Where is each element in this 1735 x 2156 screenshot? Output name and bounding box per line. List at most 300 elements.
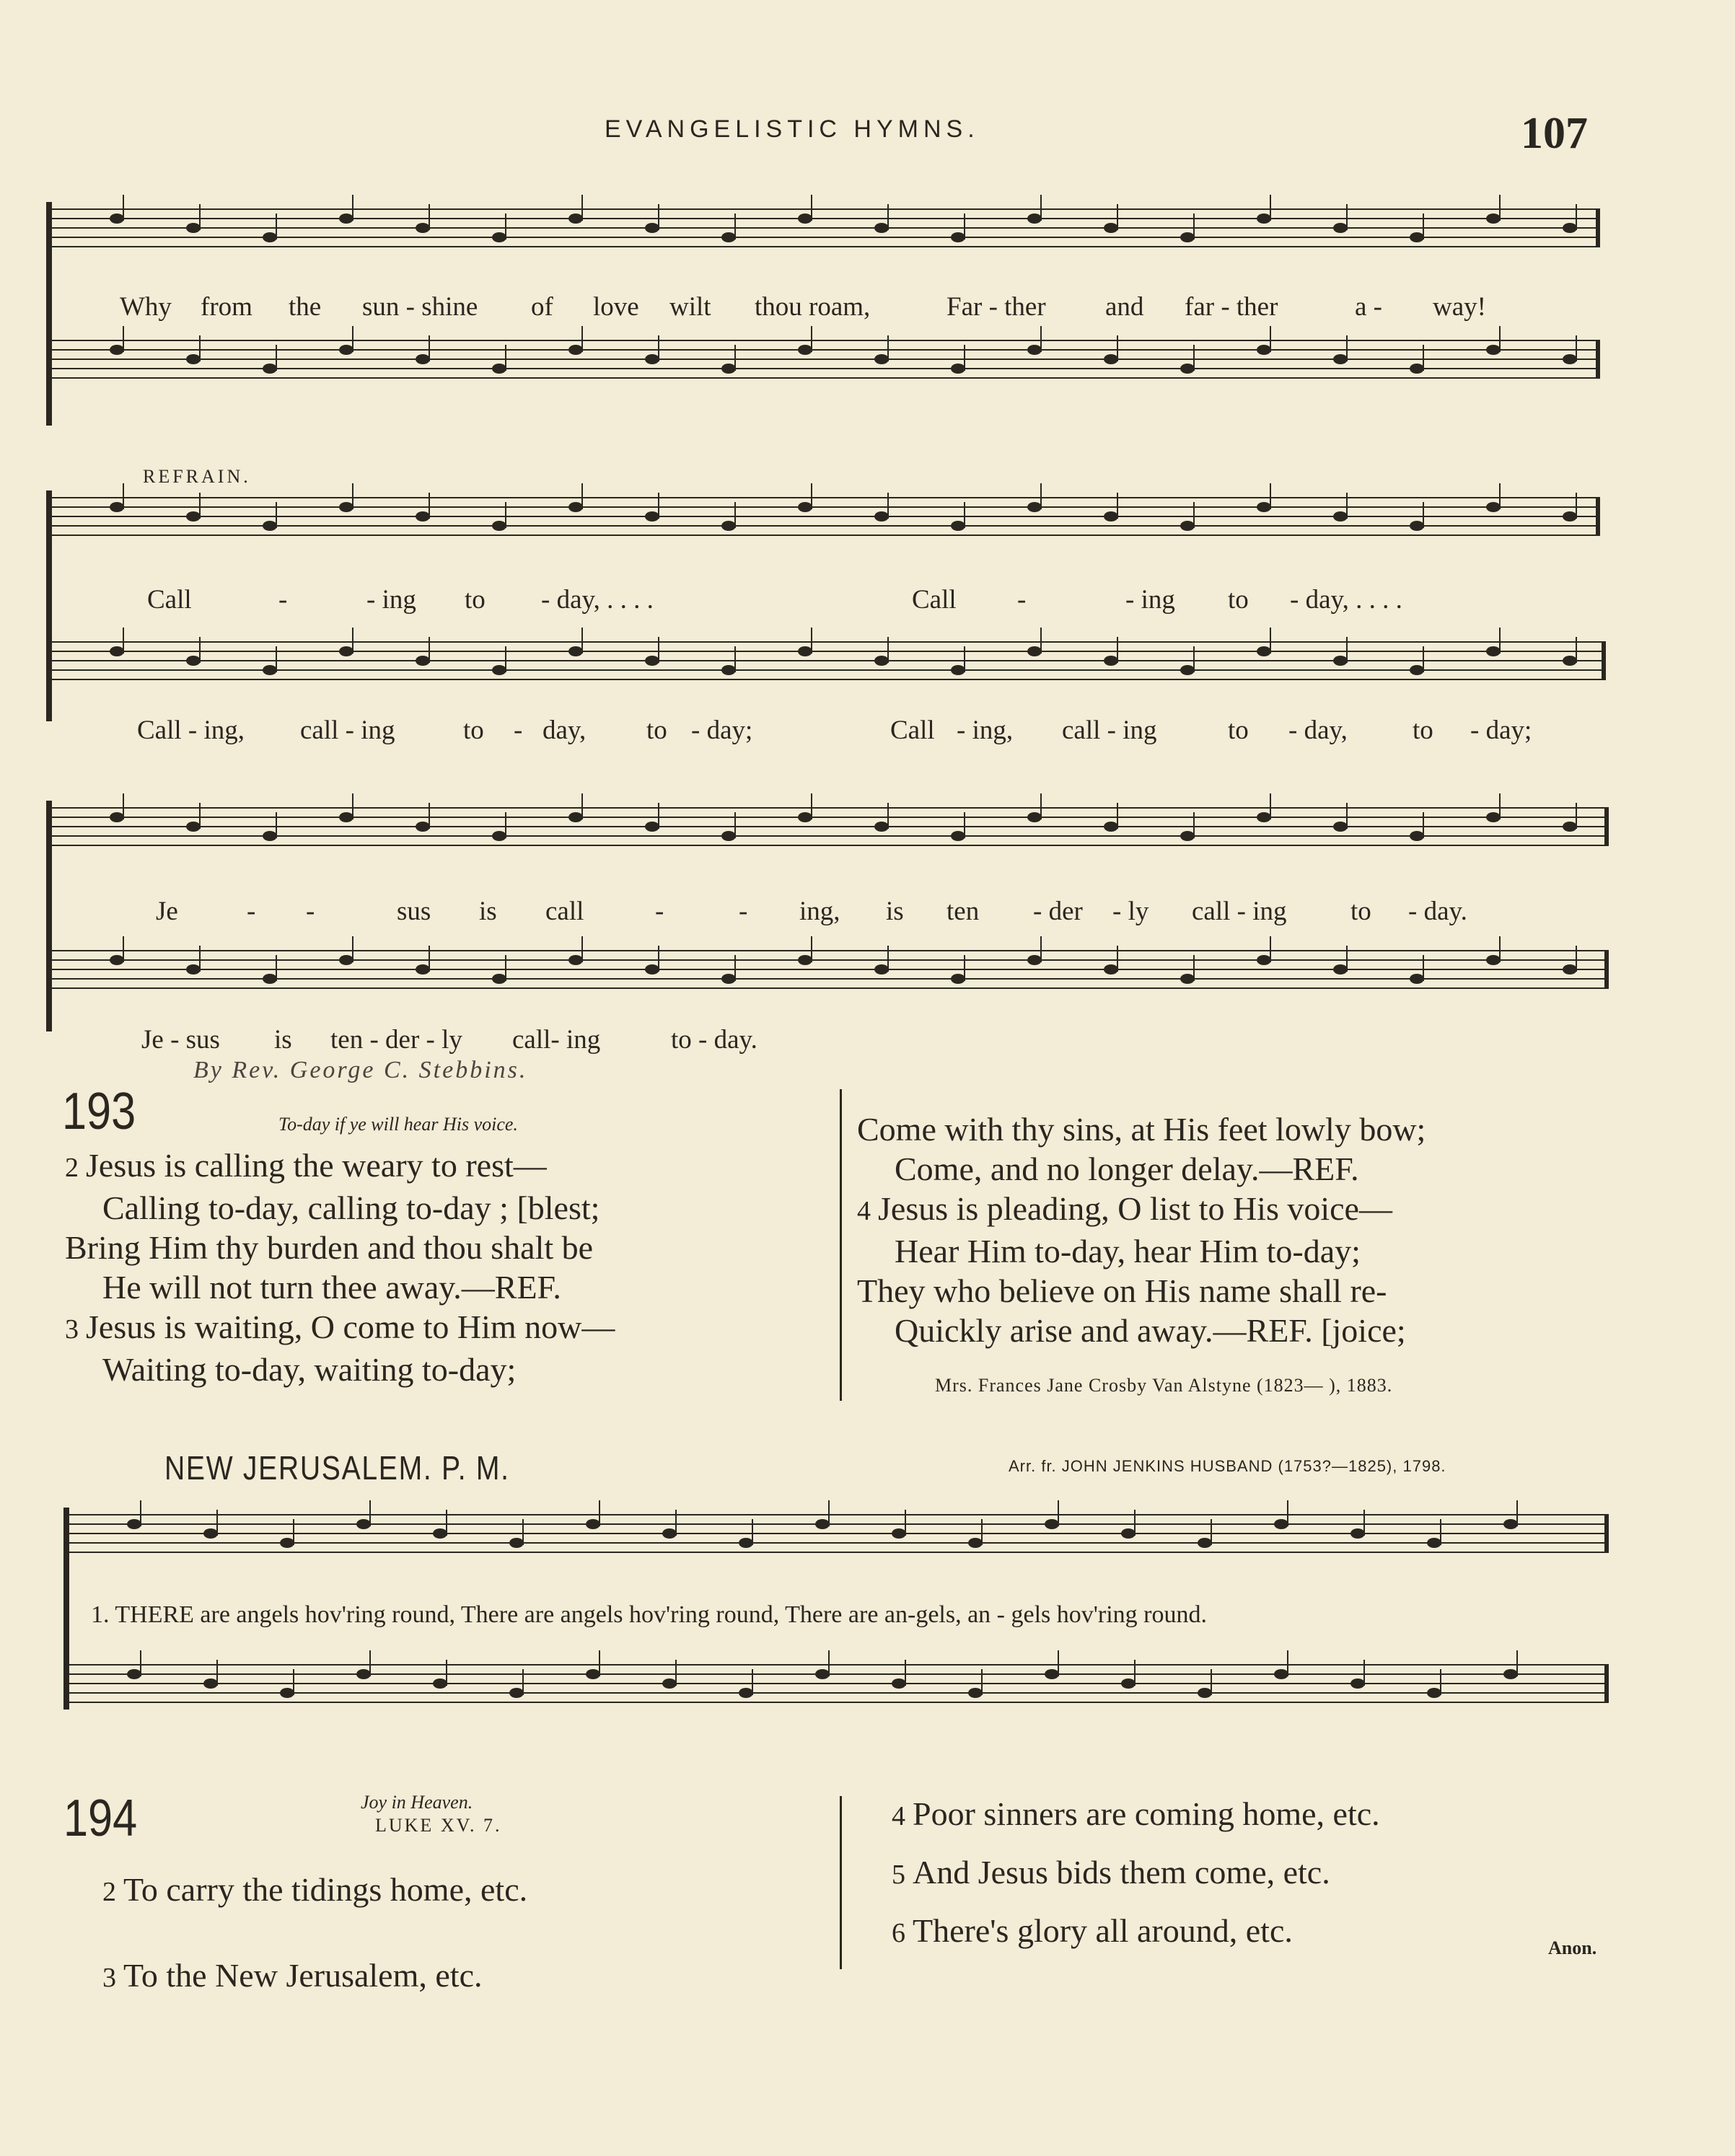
- verse-line: [102, 1848, 527, 1934]
- note-stem: [199, 803, 201, 829]
- lyric: -: [655, 897, 664, 926]
- note-stem: [811, 326, 812, 352]
- note-head: [968, 1538, 983, 1548]
- note-head: [110, 502, 124, 512]
- note-stem: [1346, 946, 1348, 972]
- note-stem: [1270, 483, 1271, 509]
- note-stem: [1211, 1519, 1212, 1545]
- lyric: Far - ther: [946, 292, 1046, 322]
- note-stem: [293, 1669, 294, 1695]
- note-head: [110, 646, 124, 656]
- note-head: [416, 511, 430, 522]
- note-stem: [905, 1660, 906, 1686]
- note-stem: [352, 483, 353, 509]
- verse-number: 3: [102, 1963, 116, 1993]
- lyric: Call - ing,: [137, 716, 245, 745]
- verse-line: [65, 1307, 615, 1350]
- verse-text: Calling to-day, calling to-day ; [blest;: [102, 1189, 600, 1226]
- note-head: [1486, 345, 1501, 355]
- hymn-number: 193: [62, 1083, 136, 1140]
- note-stem: [1499, 195, 1501, 221]
- note-stem: [1346, 803, 1348, 829]
- note-stem: [1346, 335, 1348, 361]
- note-head: [645, 511, 659, 522]
- note-stem: [599, 1650, 600, 1676]
- note-head: [263, 831, 277, 841]
- lyric: far - ther: [1185, 292, 1278, 322]
- note-stem: [352, 326, 353, 352]
- note-stem: [811, 936, 812, 962]
- hymn-author: Mrs. Frances Jane Crosby Van Alstyne (1823— ), 1883.: [935, 1375, 1393, 1396]
- note-stem: [1040, 793, 1042, 819]
- note-head: [356, 1669, 371, 1679]
- note-head: [416, 223, 430, 233]
- note-stem: [1576, 493, 1577, 519]
- lyric: - der: [1033, 897, 1083, 926]
- note-stem: [352, 628, 353, 654]
- note-head: [874, 822, 889, 832]
- refrain-label: REFRAIN.: [143, 466, 251, 487]
- note-stem: [1363, 1510, 1365, 1536]
- verse-text: And Jesus bids them come, etc.: [913, 1854, 1330, 1891]
- verse-text: Jesus is pleading, O list to His voice—: [878, 1190, 1392, 1227]
- lyric: Call: [147, 585, 192, 615]
- note-stem: [581, 326, 583, 352]
- lyric: -: [247, 897, 256, 926]
- note-stem: [734, 345, 736, 371]
- note-stem: [369, 1500, 371, 1526]
- note-stem: [505, 214, 506, 239]
- note-stem: [505, 955, 506, 981]
- note-stem: [140, 1500, 141, 1526]
- note-head: [951, 364, 965, 374]
- lyric: -: [278, 585, 288, 615]
- note-head: [874, 223, 889, 233]
- lyric: -: [1017, 585, 1027, 615]
- note-stem: [1193, 345, 1195, 371]
- note-head: [1503, 1669, 1518, 1679]
- hymn194-left-column: [102, 1848, 527, 2020]
- note-head: [892, 1678, 906, 1689]
- note-stem: [581, 936, 583, 962]
- note-stem: [1287, 1500, 1288, 1526]
- lyric: wilt: [669, 292, 711, 322]
- note-stem: [1193, 812, 1195, 838]
- note-head: [721, 665, 736, 675]
- note-stem: [1499, 326, 1501, 352]
- note-head: [662, 1528, 677, 1539]
- lyric: Call: [890, 716, 935, 745]
- note-head: [1257, 646, 1271, 656]
- note-stem: [123, 628, 124, 654]
- note-stem: [675, 1660, 677, 1686]
- final-barline: [1596, 209, 1600, 247]
- note-stem: [123, 793, 124, 819]
- note-head: [263, 665, 277, 675]
- note-head: [645, 656, 659, 666]
- note-stem: [123, 326, 124, 352]
- verse-text: Come with thy sins, at His feet lowly bow;: [857, 1111, 1426, 1148]
- note-stem: [352, 793, 353, 819]
- note-head: [186, 964, 201, 974]
- note-head: [1274, 1669, 1288, 1679]
- note-stem: [1516, 1500, 1518, 1526]
- lyric: to: [1228, 585, 1249, 615]
- lyric: to - day.: [671, 1025, 757, 1055]
- note-stem: [293, 1519, 294, 1545]
- lyric: - ly: [1112, 897, 1149, 926]
- note-head: [568, 214, 583, 224]
- note-head: [1045, 1669, 1059, 1679]
- hymn-number: 194: [63, 1790, 138, 1847]
- note-stem: [1040, 628, 1042, 654]
- verse-line: [857, 1109, 1426, 1149]
- note-head: [1427, 1538, 1441, 1548]
- note-head: [492, 521, 506, 531]
- note-head: [1027, 646, 1042, 656]
- note-stem: [1423, 812, 1424, 838]
- note-stem: [1440, 1519, 1441, 1545]
- note-head: [416, 964, 430, 974]
- note-stem: [199, 335, 201, 361]
- note-head: [203, 1678, 218, 1689]
- lyric: call: [545, 897, 584, 926]
- lyric: Je - sus: [141, 1025, 220, 1055]
- note-stem: [887, 803, 889, 829]
- system-bracket: [63, 1508, 69, 1710]
- note-stem: [429, 335, 430, 361]
- note-head: [721, 232, 736, 242]
- note-head: [1333, 822, 1348, 832]
- tune-arranger: Arr. fr. JOHN JENKINS HUSBAND (1753?—1825), 1798.: [1009, 1457, 1446, 1475]
- note-stem: [1134, 1660, 1136, 1686]
- lyric: is: [274, 1025, 292, 1055]
- note-head: [1350, 1528, 1365, 1539]
- note-head: [127, 1519, 141, 1529]
- hymn193-left-column: [65, 1145, 615, 1389]
- note-head: [798, 646, 812, 656]
- note-stem: [811, 195, 812, 221]
- note-stem: [581, 483, 583, 509]
- note-head: [1333, 354, 1348, 364]
- note-head: [416, 656, 430, 666]
- note-head: [433, 1678, 447, 1689]
- note-head: [1486, 955, 1501, 965]
- note-head: [339, 646, 353, 656]
- note-head: [1486, 646, 1501, 656]
- page-number: 107: [1521, 109, 1588, 158]
- note-head: [798, 345, 812, 355]
- note-head: [110, 812, 124, 822]
- note-stem: [828, 1650, 830, 1676]
- note-head: [645, 964, 659, 974]
- verse-line: [892, 1903, 1380, 1961]
- note-head: [1104, 354, 1118, 364]
- note-head: [1274, 1519, 1288, 1529]
- verse-text: To the New Jerusalem, etc.: [123, 1957, 483, 1994]
- lyric: to: [1413, 716, 1433, 745]
- final-barline: [1604, 1665, 1609, 1702]
- note-head: [1503, 1519, 1518, 1529]
- lyric: is: [886, 897, 904, 926]
- verse-text: Bring Him thy burden and thou shalt be: [65, 1229, 594, 1266]
- note-head: [1180, 521, 1195, 531]
- note-stem: [734, 955, 736, 981]
- note-head: [1045, 1519, 1059, 1529]
- note-stem: [1211, 1669, 1212, 1695]
- note-stem: [1499, 483, 1501, 509]
- note-head: [645, 223, 659, 233]
- note-stem: [352, 936, 353, 962]
- note-head: [1257, 345, 1271, 355]
- note-stem: [1193, 502, 1195, 528]
- note-stem: [123, 195, 124, 221]
- verse-text: Waiting to-day, waiting to-day;: [102, 1351, 517, 1388]
- note-stem: [199, 204, 201, 230]
- note-head: [509, 1538, 524, 1548]
- note-stem: [1058, 1500, 1059, 1526]
- note-stem: [981, 1519, 983, 1545]
- note-stem: [1040, 195, 1042, 221]
- note-stem: [1270, 326, 1271, 352]
- note-stem: [1270, 195, 1271, 221]
- note-stem: [1270, 628, 1271, 654]
- lyric: a -: [1355, 292, 1382, 322]
- note-stem: [1576, 204, 1577, 230]
- note-stem: [446, 1510, 447, 1536]
- verse-line: [892, 1786, 1380, 1844]
- tune-lyrics: 1. THERE are angels hov'ring round, There are angels hov'ring round, There are an-gels, an - gels hov'ring round.: [91, 1601, 1207, 1628]
- note-stem: [1193, 646, 1195, 672]
- lyric: - ing,: [957, 716, 1014, 745]
- note-stem: [658, 637, 659, 663]
- note-head: [1027, 812, 1042, 822]
- note-head: [1027, 345, 1042, 355]
- note-head: [1333, 656, 1348, 666]
- note-stem: [123, 936, 124, 962]
- note-head: [798, 812, 812, 822]
- note-stem: [140, 1650, 141, 1676]
- note-head: [186, 656, 201, 666]
- note-head: [186, 354, 201, 364]
- note-head: [280, 1688, 294, 1698]
- note-head: [1563, 223, 1577, 233]
- verse-text: Jesus is calling the weary to rest—: [86, 1147, 547, 1184]
- lyric: - day.: [1408, 897, 1467, 926]
- note-head: [721, 521, 736, 531]
- note-stem: [1346, 637, 1348, 663]
- note-stem: [1117, 204, 1118, 230]
- note-stem: [1117, 637, 1118, 663]
- lyric: of: [531, 292, 553, 322]
- note-stem: [887, 335, 889, 361]
- note-stem: [658, 803, 659, 829]
- lyric: the: [289, 292, 322, 322]
- scripture-reference: LUKE XV. 7.: [375, 1815, 502, 1836]
- verse-line: [857, 1311, 1426, 1350]
- note-head: [356, 1519, 371, 1529]
- note-stem: [734, 812, 736, 838]
- note-head: [586, 1519, 600, 1529]
- note-stem: [276, 502, 277, 528]
- note-stem: [199, 946, 201, 972]
- note-head: [492, 974, 506, 984]
- note-stem: [658, 493, 659, 519]
- note-head: [892, 1528, 906, 1539]
- note-head: [1333, 964, 1348, 974]
- verse-line: [857, 1271, 1426, 1311]
- note-stem: [1287, 1650, 1288, 1676]
- lyric: -: [306, 897, 315, 926]
- note-stem: [216, 1510, 218, 1536]
- lyric: call- ing: [512, 1025, 601, 1055]
- tune-title: NEW JERUSALEM. P. M.: [164, 1449, 510, 1487]
- note-stem: [1117, 335, 1118, 361]
- note-head: [1410, 974, 1424, 984]
- lyric: - day, . . . .: [541, 585, 654, 615]
- note-head: [1198, 1538, 1212, 1548]
- note-head: [492, 831, 506, 841]
- note-head: [568, 955, 583, 965]
- note-stem: [429, 637, 430, 663]
- hymn-subtitle: Joy in Heaven.: [361, 1792, 473, 1813]
- note-head: [110, 345, 124, 355]
- note-head: [1333, 223, 1348, 233]
- note-head: [951, 665, 965, 675]
- lyric: - day;: [691, 716, 753, 745]
- note-stem: [505, 345, 506, 371]
- verse-text: There's glory all around, etc.: [913, 1912, 1293, 1949]
- note-head: [1410, 831, 1424, 841]
- hymn193-right-column: [857, 1109, 1426, 1350]
- note-stem: [1193, 214, 1195, 239]
- note-stem: [581, 793, 583, 819]
- note-stem: [1346, 204, 1348, 230]
- note-head: [874, 656, 889, 666]
- note-head: [568, 502, 583, 512]
- note-stem: [1499, 628, 1501, 654]
- note-head: [1350, 1678, 1365, 1689]
- verse-text: He will not turn thee away.—REF.: [102, 1269, 561, 1306]
- note-head: [1563, 354, 1577, 364]
- note-stem: [1117, 803, 1118, 829]
- note-stem: [276, 646, 277, 672]
- note-stem: [1516, 1650, 1518, 1676]
- note-stem: [811, 793, 812, 819]
- note-stem: [522, 1669, 524, 1695]
- note-head: [1257, 955, 1271, 965]
- note-stem: [1423, 502, 1424, 528]
- verse-number: 2: [65, 1153, 79, 1183]
- note-head: [1486, 812, 1501, 822]
- note-stem: [216, 1660, 218, 1686]
- lyric: from: [201, 292, 252, 322]
- note-stem: [1423, 646, 1424, 672]
- hymn-credit: Anon.: [1548, 1937, 1597, 1958]
- note-head: [815, 1519, 830, 1529]
- note-head: [1563, 511, 1577, 522]
- verse-number: 4: [857, 1196, 871, 1226]
- verse-number: 6: [892, 1918, 905, 1948]
- lyric: - day;: [1470, 716, 1532, 745]
- verse-line: [65, 1228, 615, 1267]
- note-stem: [505, 646, 506, 672]
- note-stem: [887, 946, 889, 972]
- note-head: [280, 1538, 294, 1548]
- note-head: [951, 974, 965, 984]
- note-head: [1121, 1528, 1136, 1539]
- note-head: [416, 822, 430, 832]
- note-stem: [752, 1669, 753, 1695]
- verse-number: 3: [65, 1314, 79, 1345]
- hymn194-right-column: [892, 1786, 1380, 1961]
- note-head: [1333, 511, 1348, 522]
- verse-number: 2: [102, 1877, 116, 1907]
- note-head: [798, 955, 812, 965]
- note-stem: [276, 812, 277, 838]
- note-head: [874, 354, 889, 364]
- note-stem: [675, 1510, 677, 1536]
- note-stem: [429, 493, 430, 519]
- note-stem: [1363, 1660, 1365, 1686]
- verse-number: 4: [892, 1801, 905, 1831]
- verse-line: [65, 1145, 615, 1188]
- note-head: [339, 345, 353, 355]
- note-stem: [964, 502, 965, 528]
- note-stem: [1423, 214, 1424, 239]
- note-stem: [964, 214, 965, 239]
- note-head: [1104, 822, 1118, 832]
- lyric: Je: [156, 897, 178, 926]
- system-bracket: [46, 490, 52, 721]
- note-head: [127, 1669, 141, 1679]
- note-head: [1180, 831, 1195, 841]
- note-stem: [734, 502, 736, 528]
- note-stem: [1117, 493, 1118, 519]
- note-head: [110, 214, 124, 224]
- note-head: [203, 1528, 218, 1539]
- verse-line: [65, 1350, 615, 1389]
- note-stem: [446, 1660, 447, 1686]
- note-stem: [1576, 946, 1577, 972]
- note-head: [1563, 964, 1577, 974]
- note-head: [263, 232, 277, 242]
- note-head: [339, 502, 353, 512]
- lyric: thou roam,: [755, 292, 871, 322]
- note-stem: [658, 204, 659, 230]
- note-head: [1198, 1688, 1212, 1698]
- note-stem: [734, 646, 736, 672]
- lyric: way!: [1433, 292, 1486, 322]
- note-head: [968, 1688, 983, 1698]
- note-stem: [1134, 1510, 1136, 1536]
- note-stem: [1193, 955, 1195, 981]
- note-head: [1257, 812, 1271, 822]
- lyric: ing,: [799, 897, 840, 926]
- note-stem: [199, 493, 201, 519]
- note-stem: [1270, 793, 1271, 819]
- lyric: call - ing: [1062, 716, 1157, 745]
- note-stem: [905, 1510, 906, 1536]
- verse-line: [857, 1149, 1426, 1189]
- note-head: [568, 345, 583, 355]
- note-head: [1563, 822, 1577, 832]
- note-head: [1027, 214, 1042, 224]
- note-head: [951, 521, 965, 531]
- note-head: [1180, 974, 1195, 984]
- verse-text: To carry the tidings home, etc.: [123, 1871, 528, 1908]
- note-stem: [429, 803, 430, 829]
